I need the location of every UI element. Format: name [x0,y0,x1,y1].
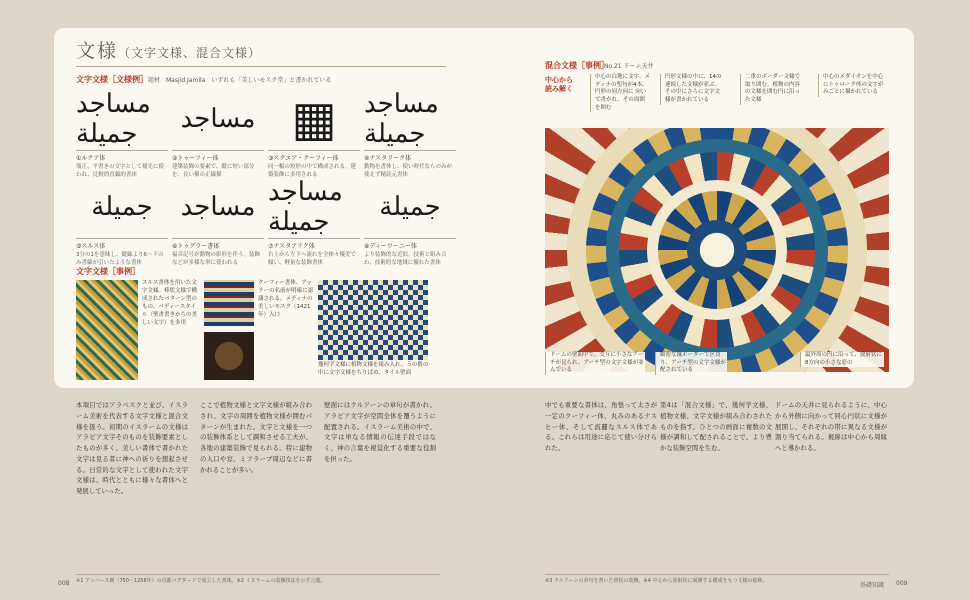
calligraphy-glyph: جميلة [379,192,441,222]
calligraphy-desc: 同一幅の短形の中で構成される。建築装飾に多用される [268,164,357,178]
calligraphy-name: ⑦ナスタアリク体 [268,238,360,250]
calligraphy-desc: 右上から左下へ流れを全体々優美で傾い、軽量な装飾書体 [268,252,357,266]
example-text-d: 幾何学文様に植物文様を組み入れ、５の数の中に文字文様をちりばめ、タイル壁面 [318,362,429,376]
calligraphy-desc: 動物を書体し、使い時代ならのみが使えず精読元書体 [364,164,453,178]
callout-6: 細密な縁ボーダーで区切り、アーチ型の文字文様が配されている [655,352,727,375]
calligraphy-glyph: مساجد جميلة [364,89,439,149]
calligraphy-note: 題材 Masjid Jamila いずれも「美しいモスク堂」と書かれている [148,77,332,84]
calligraphy-desc: 3分の1を意味し、縦線より6〜下のみ書線が引いたような書体 [76,252,164,266]
folio-right: 009 [896,580,908,587]
calligraphy-item [364,88,456,179]
calligraphy-name: ③スクエア・クーフィー体 [268,150,360,162]
calligraphy-name: ⑧ディーワーニー体 [364,238,456,250]
callout-2: 円形文様の中に、14の連続した文様が並ぶ。その中にさらに文字文様が書かれている [660,74,722,105]
calligraphy-name: ⑥トゥグラー書体 [172,238,264,250]
body-col-3: 壁面にはクルアーンの章句が書かれ、アラビア文字が空間全体を覆うように配置される。イスラーム美術の中で、文字は単なる情報の伝達手段ではなく、神の言葉を視覚化する重要な役割を担った。 [324,401,436,463]
calligraphy-label: 文字文様［文様例］ [76,75,148,84]
footnote-right: ※3 クルアーンの章句を書いた帯状の装飾。※4 中心から放射状に展開する構成をもつ文様の総称。 [545,578,768,584]
example-image-tilework [318,280,428,360]
calligraphy-glyph: مساجد جميلة [268,177,343,237]
calligraphy-desc: 福音記号が動物の影形を伴う。装飾などが多様な形に使われる [172,252,261,266]
callout-3: 二重のボーダー文様で取り囲む。植物の内容の文様を囲む円に沿った文様 [740,74,800,105]
callout-4: 中心のメダイオンを中心にトゥローク体の文字がみごとに描かれている [818,74,884,97]
example-image-medallion [204,332,254,380]
calligraphy-glyph: ▦ [291,91,337,147]
mixed-label: 混合文様［事例］ [545,61,609,70]
body-col-5: 第4は「混合文様」で、幾何学文様、植物文様、文字文様が組み合わされたものを指す。ひとつの画面に複数の文様が調和して配されることで、より豊かな装飾空間を生む。 [660,401,772,452]
example-text-a: スルス書体を用いた文字文様。棒状文様で構成されたパターン型のもの、バディースタイル（聖書書きからの美しい文字）を多用 [142,280,198,326]
callout-5: ドームの壁面中で、交互に小さなアーチが見られ、アーチ型の文字文様が並んでいる [545,352,645,375]
body-col-1: 本項目ではアラベスクと並び、イスラーム美術を代表する文字文様と混合文様を扱う。初期のイスラームの文様はアラビア文字そのものを装飾要素としたものが多く、美しい書体で書かれた文字は見る者に神への祈りを想起させる。日常的な文字として使われた文字文様は、時代とともに様々な書体へと発展していった。 [76,401,188,495]
footnote-left: ※1 アッバース朝（750〜1258年）の首都バグダードで成立した書体。※2 イスラームの装飾技法を示す言葉。 [76,578,326,584]
calligraphy-glyph: مساجد [180,104,256,134]
calligraphy-glyph: مساجد جميلة [76,89,151,149]
footnote-rule-right [545,574,889,575]
footnote-rule-left [76,574,440,575]
calligraphy-name: ①ルクア体 [76,150,168,162]
example-image-thuluth [76,280,138,380]
calligraphy-name: ④ナスタリーク体 [364,150,456,162]
start-label: 中心から 読み解く [545,76,573,94]
body-col-6: ドームの天井に見られるように、中心から外側に向かって同心円状に文様が展開し、それぞれの帯に異なる文様が割り当てられる。視線は中心から周縁へと導かれる。 [775,401,887,452]
calligraphy-item [268,176,360,267]
panel-title-sub: （文字文様、混合文様） [118,46,262,60]
dome-image [545,128,889,372]
calligraphy-glyph: جميلة [91,192,153,222]
example-text-b: クーフィー書体、アッラーの名前が明確に認識される。メディナの美しいモスク（1421年）入口 [258,280,314,318]
panel-title [76,36,261,63]
calligraphy-item [76,176,168,267]
calligraphy-item [172,176,264,267]
calligraphy-item [76,88,168,179]
folio-right-label: 基礎知識 [860,582,885,589]
calligraphy-desc: 端正、平書きの文字として稲光に使われ、比較的直線的書体 [76,164,165,178]
calligraphy-item [364,176,456,267]
mixed-note: No.21 ドーム天井 [604,63,654,70]
title-rule [76,66,446,67]
calligraphy-desc: より装飾的な近似。技術と組み合わ、技術的な地域に優れた書体 [364,252,447,266]
example-image-kufic [204,280,254,326]
callout-7: 最外周の円に沿って、放射状に8方向の小さな窓の [800,352,884,367]
calligraphy-glyph: مساجد [180,192,256,222]
examples-label: 文字文様［事例］ [76,267,140,276]
panel-title-main: 文様 [76,40,119,62]
calligraphy-item [268,88,360,179]
calligraphy-name: ②トゥーフィー体 [172,150,264,162]
calligraphy-item [172,88,264,179]
body-col-2: ここで植物文様と文字文様が組み合わされ、文字の周囲を植物文様が囲むパターンが生まれた。文字と文様を一つの装飾体系として調和させる工夫が、各地の建築装飾で見られる。特に建物の入口や窓、ミフラーブ周辺などに書かれることが多い。 [200,401,312,474]
dome-center [687,220,747,280]
calligraphy-name: ⑤スルス体 [76,238,168,250]
callout-1: 中心の白地に文字、メディナの聖句が4本、円形の同方向に 向いて書かれ、その周囲を囲む [590,74,650,112]
body-col-4: 中でも重要な書体は、角張って太さが一定のクーフィー体、丸みのあるナスヒー体、そして流麗なスルス体である。これらは用途に応じて使い分けられた。 [545,401,657,452]
folio-left: 008 [58,580,70,587]
calligraphy-desc: 建築装飾の要素で、縦に短い部分を、長い横の正線描 [172,164,255,178]
